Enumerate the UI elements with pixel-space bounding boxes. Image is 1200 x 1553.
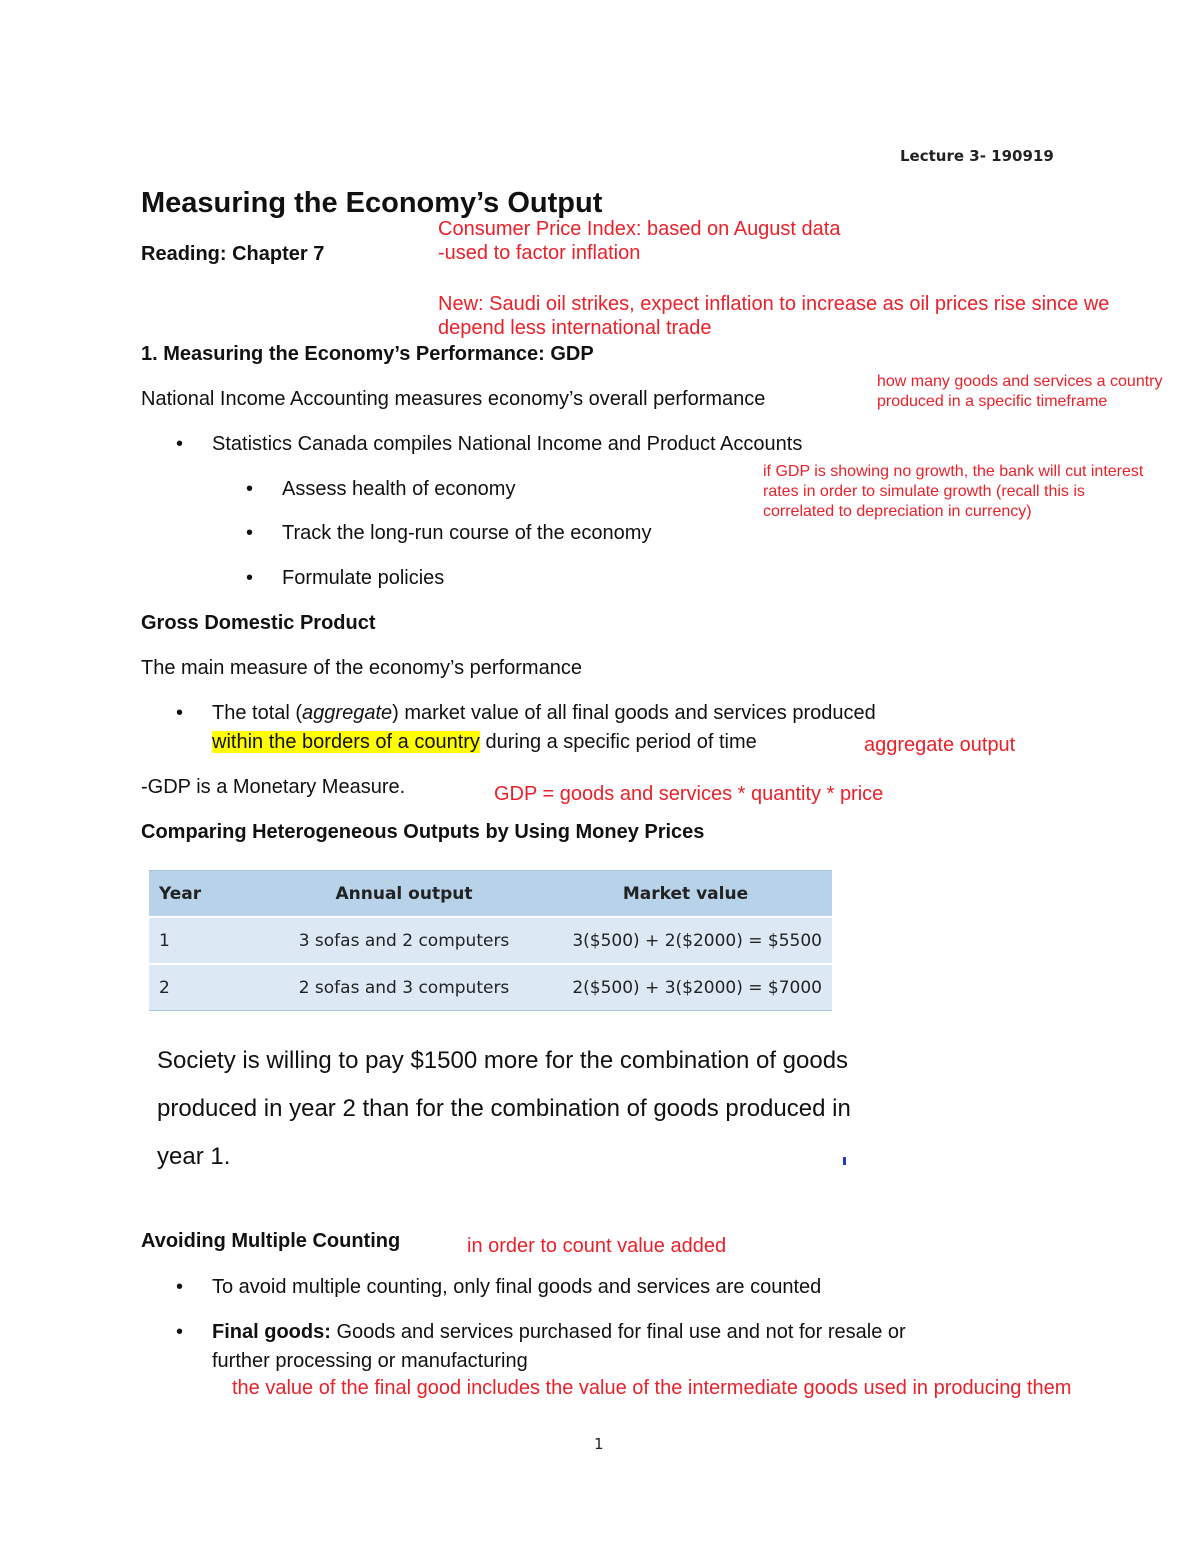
gdp-def-italic: aggregate	[302, 702, 393, 724]
bullet-final-goods	[176, 1321, 906, 1344]
note-gdp-line1: if GDP is showing no growth, the bank will cut interest	[763, 463, 1144, 480]
bullet-dot: •	[246, 522, 254, 544]
nia-text: National Income Accounting measures economy’s overall performance	[141, 388, 766, 410]
bullet-dot: •	[176, 1276, 184, 1298]
gdp-definition-line2	[212, 731, 757, 754]
bullet-dot: •	[176, 702, 184, 724]
gdp-heading: Gross Domestic Product	[141, 612, 376, 634]
stray-mark	[843, 1157, 846, 1165]
note-cpi-line2: -used to factor inflation	[438, 242, 641, 264]
bullet-dot: •	[176, 433, 184, 455]
sub-bullet-text: Track the long-run course of the economy	[282, 522, 652, 544]
gdp-definition-bullet	[176, 702, 876, 725]
bullet-dot: •	[246, 478, 254, 500]
sub-bullet	[246, 522, 652, 545]
bullet-statcan-text: Statistics Canada compiles National Income and Product Accounts	[212, 433, 803, 455]
bullet-statcan	[176, 433, 803, 456]
bullet-multiple-counting	[176, 1276, 822, 1299]
gdp-def-part-a: The total (	[212, 702, 303, 724]
gdp-def-part-c: during a specific period of time	[479, 731, 757, 753]
reading-label: Reading: Chapter 7	[141, 243, 325, 265]
final-goods-text: Goods and services purchased for final use and not for resale or	[330, 1321, 906, 1343]
table-row	[149, 964, 832, 1011]
note-nia-line2: produced in a specific timeframe	[877, 393, 1108, 410]
bullet-dot: •	[246, 567, 254, 589]
table-cell: 2 sofas and 3 computers	[269, 964, 539, 1011]
bullet-dot: •	[176, 1321, 184, 1343]
bullet-multiple-text: To avoid multiple counting, only final goods and services are counted	[212, 1276, 822, 1298]
sub-bullet-text: Assess health of economy	[282, 478, 516, 500]
table-cell: 3($500) + 2($2000) = $5500	[539, 917, 832, 964]
table-cell: 3 sofas and 2 computers	[269, 917, 539, 964]
table-row	[149, 917, 832, 964]
table-cell: 2	[149, 964, 269, 1011]
comparing-heading: Comparing Heterogeneous Outputs by Using Money Prices	[141, 821, 705, 843]
table-cell: 1	[149, 917, 269, 964]
note-gdp-line3: correlated to depreciation in currency)	[763, 503, 1032, 520]
table-header-cell: Market value	[539, 871, 832, 918]
page-title: Measuring the Economy’s Output	[141, 187, 603, 219]
society-paragraph: Society is willing to pay $1500 more for the combination of goods produced in year 2 than for the combination of goods produced in year 1.	[157, 1047, 851, 1170]
note-nia-line1: how many goods and services a country	[877, 373, 1163, 390]
note-aggregate: aggregate output	[864, 734, 1016, 756]
note-final-value: the value of the final good includes the value of the intermediate goods used in producing them	[232, 1377, 1072, 1399]
final-goods-label: Final goods:	[212, 1321, 331, 1343]
sub-bullet-text: Formulate policies	[282, 567, 445, 589]
note-cpi-line1: Consumer Price Index: based on August data	[438, 218, 841, 240]
monetary-measure: -GDP is a Monetary Measure.	[141, 776, 406, 798]
note-gdp-line2: rates in order to simulate growth (recall this is	[763, 483, 1085, 500]
sub-bullet	[246, 478, 516, 501]
table-header-cell: Year	[149, 871, 269, 918]
note-saudi-line1: New: Saudi oil strikes, expect inflation to increase as oil prices rise since we	[438, 293, 1110, 315]
section1-heading: 1. Measuring the Economy’s Performance: GDP	[141, 343, 594, 365]
sub-bullet	[246, 567, 445, 590]
note-value-added: in order to count value added	[467, 1235, 727, 1257]
multiple-counting-heading: Avoiding Multiple Counting	[141, 1230, 401, 1252]
final-goods-line2: further processing or manufacturing	[212, 1350, 528, 1372]
highlight-borders: within the borders of a country	[212, 731, 480, 753]
note-saudi-line2: depend less international trade	[438, 317, 712, 339]
note-formula: GDP = goods and services * quantity * price	[494, 783, 884, 805]
table-header-cell: Annual output	[269, 871, 539, 918]
table-header-row	[149, 871, 832, 918]
gdp-main-measure: The main measure of the economy’s performance	[141, 657, 582, 679]
page-number: 1	[594, 1435, 604, 1453]
lecture-header: Lecture 3- 190919	[900, 147, 1054, 165]
output-table	[149, 870, 832, 1011]
table-cell: 2($500) + 3($2000) = $7000	[539, 964, 832, 1011]
gdp-def-part-b: ) market value of all final goods and services produced	[392, 702, 876, 724]
